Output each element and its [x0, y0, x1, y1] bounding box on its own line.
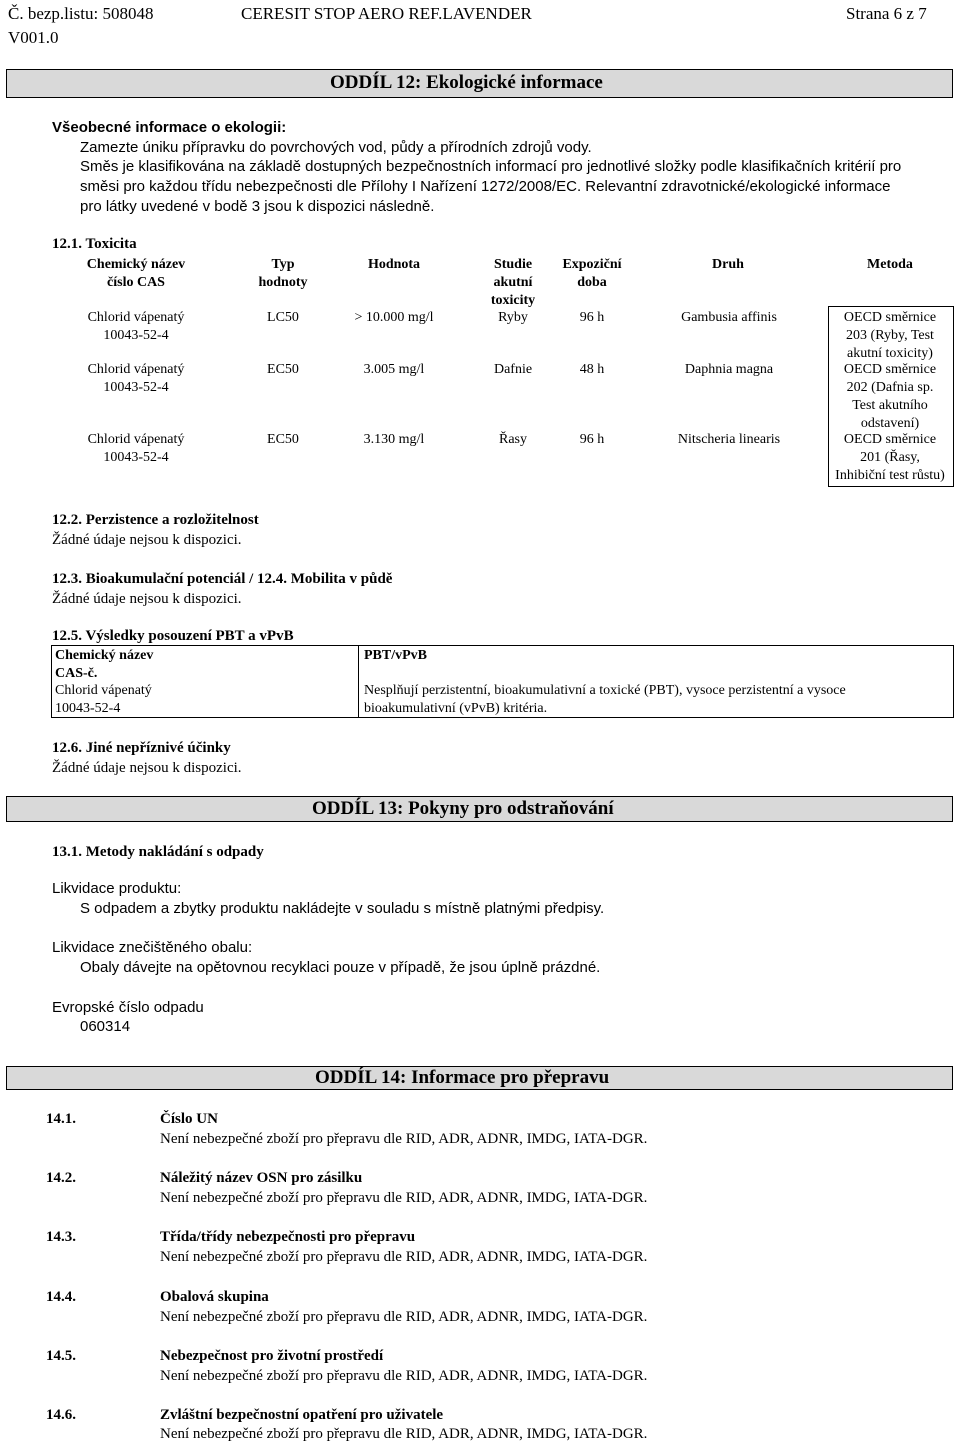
tox-method-line: 203 (Ryby, Test: [846, 328, 934, 343]
transport-item-text: Není nebezpečné zboží pro přepravu dle RID, ADR, ADNR, IMDG, IATA-DGR.: [160, 1131, 648, 1147]
tox-header-type-line: Typ: [271, 257, 295, 272]
tox-method-line: odstavení): [860, 416, 920, 431]
tox-chemical-name: Chlorid vápenatý: [87, 362, 185, 377]
transport-item-text: Není nebezpečné zboží pro přepravu dle RID, ADR, ADNR, IMDG, IATA-DGR.: [160, 1309, 648, 1325]
tox-method-line: Test akutního: [852, 398, 928, 413]
tox-cas-number: 10043-52-4: [103, 380, 169, 395]
transport-item-number: 14.6.: [46, 1407, 76, 1423]
transport-item-number: 14.4.: [46, 1289, 76, 1305]
pbt-header-cas: CAS-č.: [55, 666, 98, 681]
tox-header-method: Metoda: [867, 257, 913, 272]
tox-cas-number: 10043-52-4: [103, 450, 169, 465]
tox-method-line: OECD směrnice: [843, 310, 937, 325]
tox-method-line: 201 (Řasy,: [860, 450, 920, 465]
general-ecology-heading: Všeobecné informace o ekologii:: [52, 119, 287, 136]
transport-item-title: Nebezpečnost pro životní prostředí: [160, 1348, 384, 1364]
tox-species: Nitscheria linearis: [677, 432, 781, 447]
transport-item-title: Číslo UN: [160, 1111, 218, 1127]
transport-item-title: Obalová skupina: [160, 1289, 269, 1305]
waste-code-label: Evropské číslo odpadu: [52, 999, 204, 1016]
pbt-row-result: Nesplňují perzistentní, bioakumulativní a toxické (PBT), vysoce perzistentní a vysoce: [364, 683, 846, 698]
tox-method-line: Inhibiční test růstu): [835, 468, 945, 483]
waste-code-value: 060314: [80, 1018, 131, 1035]
tox-value: 3.130 mg/l: [363, 432, 425, 447]
transport-item-text: Není nebezpečné zboží pro přepravu dle RID, ADR, ADNR, IMDG, IATA-DGR.: [160, 1249, 648, 1265]
general-ecology-line: Směs je klasifikována na základě dostupných bezpečnostních informací pro jednotlivé složky podle klasifikačních kritérií pro: [80, 158, 902, 175]
tox-header-study: [480, 256, 546, 310]
transport-item-title: Náležitý název OSN pro zásilku: [160, 1170, 363, 1186]
tox-chemical-name: Chlorid vápenatý: [87, 432, 185, 447]
tox-study: Dafnie: [493, 362, 533, 377]
section-13-title: ODDÍL 13: Pokyny pro odstraňování: [312, 798, 614, 819]
tox-row-name: [68, 309, 204, 345]
tox-header-exposure: [556, 256, 628, 292]
tox-study: Řasy: [499, 432, 527, 447]
general-ecology-line: Zamezte úniku přípravku do povrchových vod, půdy a přírodních zdrojů vody.: [80, 139, 592, 156]
pbt-row-cas: 10043-52-4: [55, 701, 121, 716]
pbt-heading: 12.5. Výsledky posouzení PBT a vPvB: [52, 628, 294, 644]
tox-row-name: [68, 431, 204, 467]
tox-value: > 10.000 mg/l: [354, 310, 434, 325]
section-12-title: ODDÍL 12: Ekologické informace: [330, 72, 603, 93]
tox-chemical-name: Chlorid vápenatý: [87, 310, 185, 325]
transport-item-text: Není nebezpečné zboží pro přepravu dle RID, ADR, ADNR, IMDG, IATA-DGR.: [160, 1368, 648, 1384]
other-effects-text: Žádné údaje nejsou k dispozici.: [52, 760, 242, 776]
tox-method-column-frame: [828, 306, 954, 487]
tox-exposure: 96 h: [579, 432, 605, 447]
transport-item-number: 14.3.: [46, 1229, 76, 1245]
tox-header-exposure-line: doba: [577, 275, 607, 290]
toxicity-heading: 12.1. Toxicita: [52, 236, 137, 252]
persistence-text: Žádné údaje nejsou k dispozici.: [52, 532, 242, 548]
packaging-disposal-text: Obaly dávejte na opětovnou recyklaci pouze v případě, že jsou úplně prázdné.: [80, 959, 601, 976]
document-version: V001.0: [8, 28, 59, 47]
section-14-title: ODDÍL 14: Informace pro přepravu: [315, 1067, 610, 1088]
tox-header-type-line: hodnoty: [258, 275, 308, 290]
transport-item-number: 14.1.: [46, 1111, 76, 1127]
page-number: Strana 6 z 7: [846, 4, 927, 23]
pbt-row-result: bioakumulativní (vPvB) kritéria.: [364, 701, 548, 716]
tox-header-value: Hodnota: [367, 257, 421, 272]
tox-value: 3.005 mg/l: [363, 362, 425, 377]
tox-header-name: [76, 256, 196, 292]
pbt-header-name: Chemický název: [55, 648, 154, 663]
transport-item-text: Není nebezpečné zboží pro přepravu dle RID, ADR, ADNR, IMDG, IATA-DGR.: [160, 1190, 648, 1206]
bioaccumulation-text: Žádné údaje nejsou k dispozici.: [52, 591, 242, 607]
tox-type: EC50: [267, 432, 299, 447]
tox-method-line: akutní toxicity): [847, 346, 933, 361]
tox-header-type: [248, 256, 318, 292]
tox-species: Daphnia magna: [684, 362, 774, 377]
tox-method-line: OECD směrnice: [843, 432, 937, 447]
persistence-heading: 12.2. Perzistence a rozložitelnost: [52, 512, 259, 528]
transport-item-number: 14.5.: [46, 1348, 76, 1364]
tox-header-study-line: Studie: [493, 257, 533, 272]
pbt-header-result: PBT/vPvB: [364, 648, 428, 663]
product-disposal-text: S odpadem a zbytky produktu nakládejte v souladu s místně platnými předpisy.: [80, 900, 605, 917]
transport-item-title: Zvláštní bezpečnostní opatření pro uživatele: [160, 1407, 444, 1423]
tox-exposure: 96 h: [579, 310, 605, 325]
bioaccumulation-heading: 12.3. Bioakumulační potenciál / 12.4. Mobilita v půdě: [52, 571, 393, 587]
pbt-column-divider: [358, 646, 359, 717]
pbt-table: [51, 645, 954, 718]
waste-methods-heading: 13.1. Metody nakládání s odpady: [52, 844, 264, 860]
packaging-disposal-label: Likvidace znečištěného obalu:: [52, 939, 253, 956]
transport-item-title: Třída/třídy nebezpečnosti pro přepravu: [160, 1229, 416, 1245]
tox-header-study-line: toxicity: [490, 293, 536, 308]
tox-study: Ryby: [498, 310, 528, 325]
product-disposal-label: Likvidace produktu:: [52, 880, 182, 897]
general-ecology-line: směsi pro každou třídu nebezpečnosti dle Přílohy I Nařízení 1272/2008/EC. Relevantní zdravotnické/ekologické informace: [80, 178, 891, 195]
pbt-row-name: Chlorid vápenatý: [55, 683, 152, 698]
tox-type: LC50: [267, 310, 299, 325]
tox-header-study-line: akutní: [493, 275, 533, 290]
tox-cas-number: 10043-52-4: [103, 328, 169, 343]
tox-method-line: OECD směrnice: [843, 362, 937, 377]
general-ecology-line: pro látky uvedené v bodě 3 jsou k dispozici následně.: [80, 198, 435, 215]
other-effects-heading: 12.6. Jiné nepříznivé účinky: [52, 740, 231, 756]
tox-species: Gambusia affinis: [681, 310, 777, 325]
tox-header-exposure-line: Expoziční: [562, 257, 622, 272]
product-name: CERESIT STOP AERO REF.LAVENDER: [241, 4, 532, 23]
tox-header-species: Druh: [712, 257, 744, 272]
tox-type: EC50: [267, 362, 299, 377]
tox-method-line: 202 (Dafnia sp.: [846, 380, 934, 395]
tox-header-cas-line: číslo CAS: [107, 275, 165, 290]
tox-row-name: [68, 361, 204, 397]
tox-header-name-line: Chemický název: [86, 257, 186, 272]
transport-item-number: 14.2.: [46, 1170, 76, 1186]
document-id: Č. bezp.listu: 508048: [8, 4, 154, 23]
tox-exposure: 48 h: [579, 362, 605, 377]
transport-item-text: Není nebezpečné zboží pro přepravu dle RID, ADR, ADNR, IMDG, IATA-DGR.: [160, 1426, 648, 1442]
